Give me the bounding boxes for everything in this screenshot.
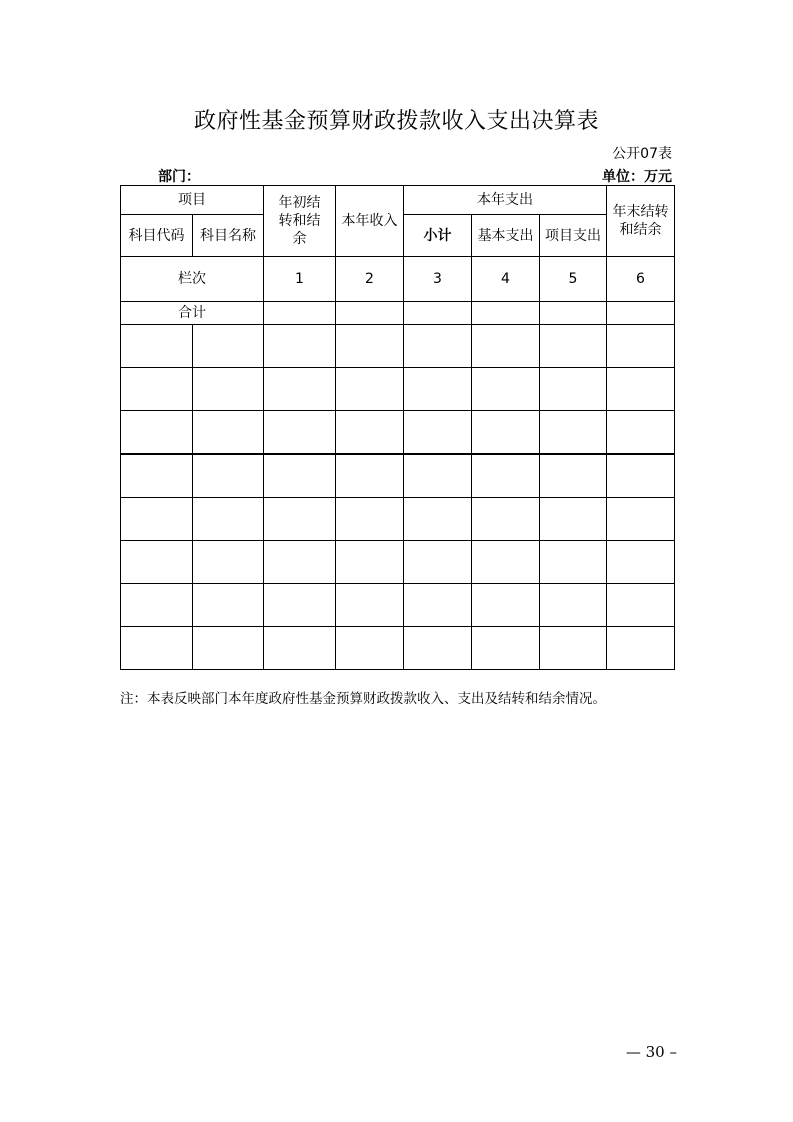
table-cell (540, 411, 607, 455)
table-cell (472, 584, 540, 627)
table-cell (404, 541, 472, 584)
total-cell (264, 302, 336, 325)
header-basic-expense: 基本支出 (472, 215, 540, 257)
table-cell (472, 541, 540, 584)
table-cell (121, 325, 193, 368)
table-cell (336, 368, 404, 411)
table-cell (264, 454, 336, 498)
table-cell (121, 454, 193, 498)
table-cell (193, 454, 264, 498)
column-number: 2 (336, 257, 404, 302)
table-cell (193, 498, 264, 541)
table-row (121, 411, 675, 455)
total-cell (540, 302, 607, 325)
page-title: 政府性基金预算财政拨款收入支出决算表 (193, 109, 599, 134)
table-cell (540, 368, 607, 411)
table-cell (193, 541, 264, 584)
total-label: 合计 (121, 302, 264, 325)
column-number: 3 (404, 257, 472, 302)
table-cell (193, 411, 264, 455)
table-cell (540, 584, 607, 627)
header-closing-balance: 年末结转和结余 (607, 186, 675, 257)
table-cell (193, 325, 264, 368)
table-cell (336, 584, 404, 627)
table-cell (121, 498, 193, 541)
table-cell (336, 541, 404, 584)
table-cell (472, 498, 540, 541)
table-cell (404, 627, 472, 670)
table-cell (472, 368, 540, 411)
table-body (121, 325, 675, 670)
header-current-income: 本年收入 (336, 186, 404, 257)
table-cell (607, 627, 675, 670)
table-cell (472, 325, 540, 368)
column-number: 5 (540, 257, 607, 302)
table-cell (336, 411, 404, 455)
column-number: 6 (607, 257, 675, 302)
table-cell (121, 541, 193, 584)
unit-label: 单位：万元 (602, 169, 672, 185)
table-cell (607, 368, 675, 411)
table-row (121, 368, 675, 411)
table-cell (193, 368, 264, 411)
table-cell (607, 411, 675, 455)
table-cell (404, 454, 472, 498)
table-cell (336, 454, 404, 498)
table-cell (404, 498, 472, 541)
table-cell (404, 325, 472, 368)
table-cell (607, 541, 675, 584)
table-cell (264, 541, 336, 584)
budget-table (120, 185, 675, 670)
header-project-expense: 项目支出 (540, 215, 607, 257)
header-project: 项目 (121, 186, 264, 215)
table-cell (336, 325, 404, 368)
column-numbers-label: 栏次 (121, 257, 264, 302)
total-cell (472, 302, 540, 325)
table-cell (404, 411, 472, 455)
column-number: 1 (264, 257, 336, 302)
table-cell (264, 368, 336, 411)
column-number: 4 (472, 257, 540, 302)
table-cell (193, 627, 264, 670)
table-cell (540, 627, 607, 670)
table-cell (607, 325, 675, 368)
page-number: — 30 – (625, 1043, 677, 1061)
table-cell (336, 498, 404, 541)
table-cell (121, 368, 193, 411)
footnote: 注：本表反映部门本年度政府性基金预算财政拨款收入、支出及结转和结余情况。 (120, 691, 606, 707)
table-cell (607, 454, 675, 498)
header-subject-name: 科目名称 (193, 215, 264, 257)
table-cell (264, 498, 336, 541)
table-cell (264, 325, 336, 368)
department-label: 部门： (158, 169, 200, 185)
total-cell (404, 302, 472, 325)
header-subtotal: 小计 (404, 215, 472, 257)
table-cell (404, 368, 472, 411)
table-row (121, 325, 675, 368)
table-cell (472, 627, 540, 670)
table-cell (607, 498, 675, 541)
table-cell (540, 541, 607, 584)
header-subject-code: 科目代码 (121, 215, 193, 257)
table-cell (472, 454, 540, 498)
total-cell (336, 302, 404, 325)
table-cell (121, 584, 193, 627)
table-cell (607, 584, 675, 627)
table-cell (264, 411, 336, 455)
table-row (121, 498, 675, 541)
table-cell (472, 411, 540, 455)
form-code: 公开07表 (612, 146, 672, 162)
table-row (121, 541, 675, 584)
table-cell (193, 584, 264, 627)
header-current-expense: 本年支出 (404, 186, 607, 215)
table-cell (404, 584, 472, 627)
header-opening-balance: 年初结转和结余 (264, 186, 336, 257)
table-cell (540, 498, 607, 541)
table-cell (540, 454, 607, 498)
table-row (121, 454, 675, 498)
table-cell (336, 627, 404, 670)
table-cell (264, 627, 336, 670)
table-cell (540, 325, 607, 368)
total-cell (607, 302, 675, 325)
table-cell (121, 411, 193, 455)
table-row (121, 584, 675, 627)
table-row (121, 627, 675, 670)
table-cell (264, 584, 336, 627)
table-cell (121, 627, 193, 670)
